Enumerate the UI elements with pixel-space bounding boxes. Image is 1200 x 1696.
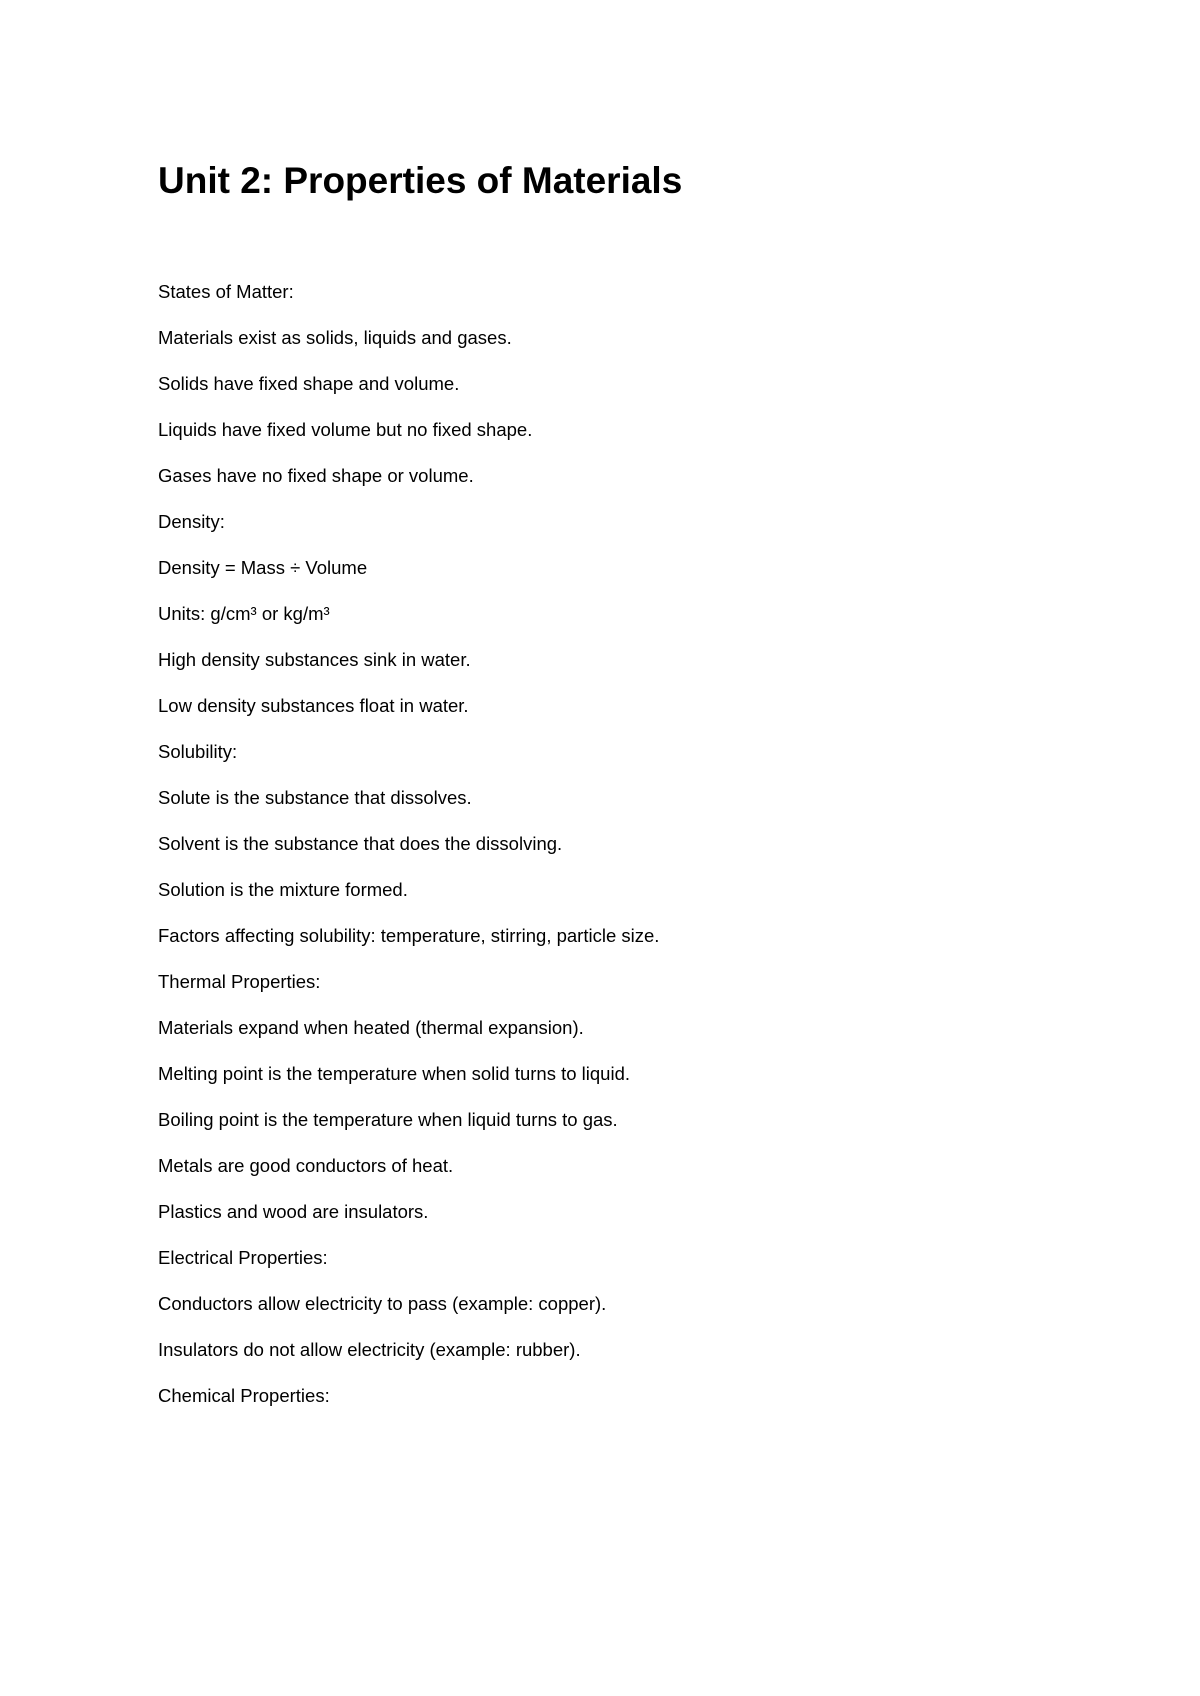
document-body — [158, 280, 1158, 1430]
section-density — [158, 510, 1158, 718]
section-heading: Solubility: — [158, 741, 238, 762]
section-heading: States of Matter: — [158, 281, 294, 302]
text-line: Melting point is the temperature when solid turns to liquid. — [158, 1063, 631, 1084]
text-line: Materials expand when heated (thermal expansion). — [158, 1017, 584, 1038]
text-line: Density = Mass ÷ Volume — [158, 557, 368, 578]
section-heading: Thermal Properties: — [158, 971, 321, 992]
section-chemical-properties — [158, 1384, 1158, 1408]
text-line: Metals are good conductors of heat. — [158, 1155, 454, 1176]
text-line: Low density substances float in water. — [158, 695, 469, 716]
text-line: Gases have no fixed shape or volume. — [158, 465, 474, 486]
section-heading: Chemical Properties: — [158, 1385, 330, 1406]
text-line: Insulators do not allow electricity (example: rubber). — [158, 1339, 581, 1360]
text-line: Boiling point is the temperature when liquid turns to gas. — [158, 1109, 618, 1130]
section-heading: Density: — [158, 511, 225, 532]
section-states-of-matter — [158, 280, 1158, 488]
text-line: Solute is the substance that dissolves. — [158, 787, 472, 808]
text-line: Units: g/cm³ or kg/m³ — [158, 603, 330, 624]
section-thermal-properties — [158, 970, 1158, 1224]
text-line: Solids have fixed shape and volume. — [158, 373, 460, 394]
text-line: Plastics and wood are insulators. — [158, 1201, 429, 1222]
page-title: Unit 2: Properties of Materials — [158, 160, 683, 201]
section-heading: Electrical Properties: — [158, 1247, 328, 1268]
section-electrical-properties — [158, 1246, 1158, 1362]
text-line: Solution is the mixture formed. — [158, 879, 408, 900]
text-line: Conductors allow electricity to pass (example: copper). — [158, 1293, 607, 1314]
section-solubility — [158, 740, 1158, 948]
text-line: Liquids have fixed volume but no fixed shape. — [158, 419, 533, 440]
text-line: High density substances sink in water. — [158, 649, 471, 670]
text-line: Factors affecting solubility: temperature, stirring, particle size. — [158, 925, 660, 946]
text-line: Materials exist as solids, liquids and gases. — [158, 327, 512, 348]
text-line: Solvent is the substance that does the dissolving. — [158, 833, 563, 854]
